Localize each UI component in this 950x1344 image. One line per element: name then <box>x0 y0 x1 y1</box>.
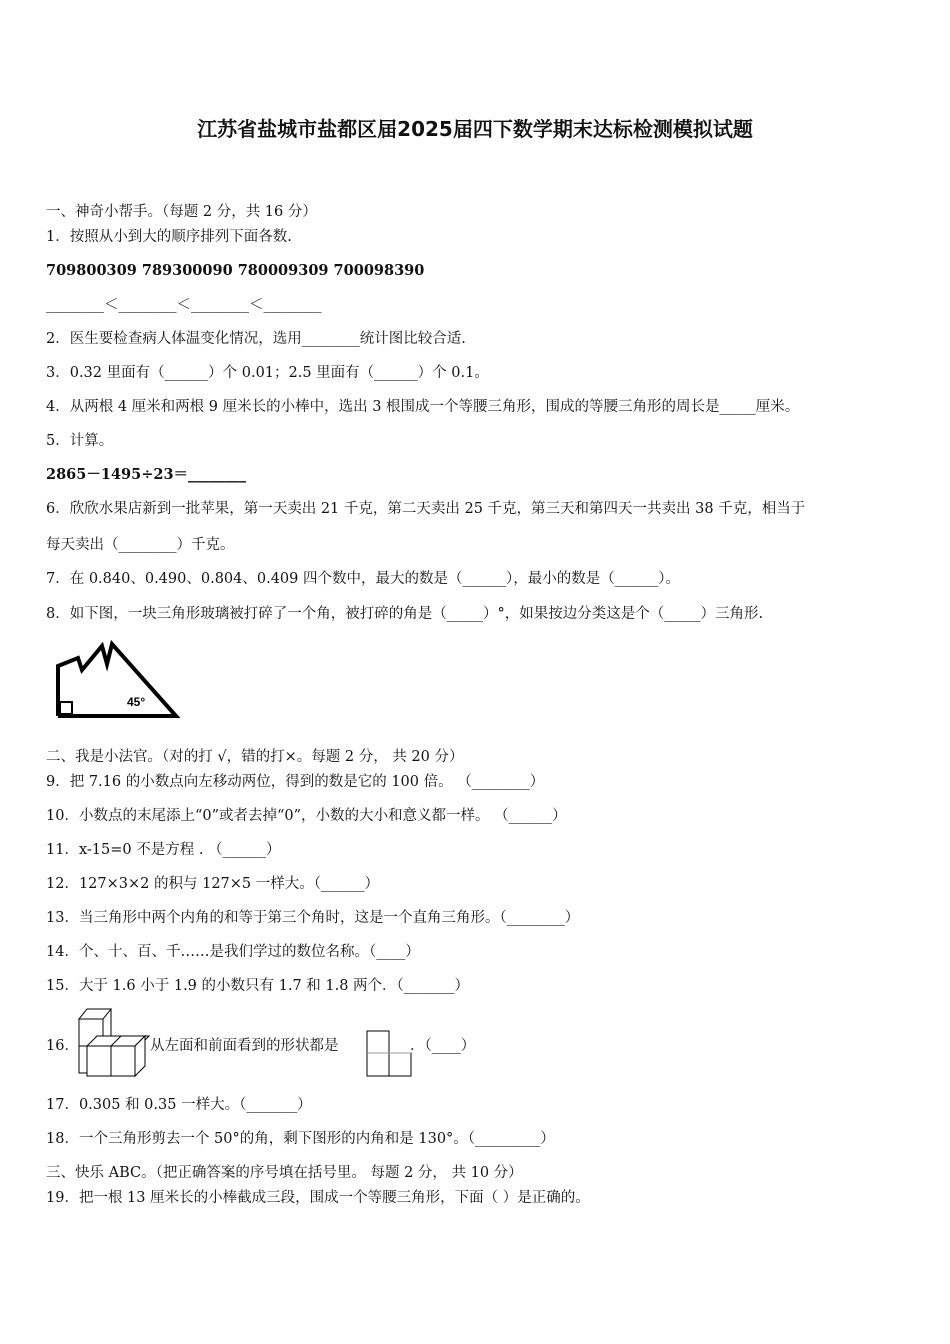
question-18: 18．一个三角形剪去一个 50°的角，剩下图形的内角和是 130°。（_________） <box>46 1131 555 1147</box>
section-1-heading: 一、神奇小帮手。（每题 2 分，共 16 分） <box>46 204 317 220</box>
question-5: 5．计算。 <box>46 433 114 449</box>
cube-stack-figure <box>76 1006 152 1080</box>
question-3: 3．0.32 里面有（______）个 0.01；2.5 里面有（______）个 0.1。 <box>46 365 489 381</box>
question-16-text: 从左面和前面看到的形状都是 <box>150 1038 339 1054</box>
question-12: 12．127×3×2 的积与 127×5 一样大。（______） <box>46 876 380 892</box>
question-1: 1．按照从小到大的顺序排列下面各数. <box>46 229 292 245</box>
question-6: 6．欣欣水果店新到一批苹果，第一天卖出 21 千克，第二天卖出 25 千克，第三天和第四天一共卖出 38 千克，相当于 <box>46 501 806 517</box>
question-5-expression: 2865－1495÷23＝________ <box>46 466 247 483</box>
question-10: 10．小数点的末尾添上“0”或者去掉“0”，小数的大小和意义都一样。 （______） <box>46 808 567 824</box>
broken-triangle-figure <box>52 636 182 722</box>
question-17: 17．0.305 和 0.35 一样大。（_______） <box>46 1097 312 1113</box>
question-19: 19．把一根 13 厘米长的小棒截成三段，围成一个等腰三角形，下面（ ）是正确的。 <box>46 1190 590 1206</box>
question-6-continued: 每天卖出（________）千克。 <box>46 537 235 553</box>
question-14: 14．个、十、百、千……是我们学过的数位名称。（____） <box>46 944 420 960</box>
question-8: 8．如下图，一块三角形玻璃被打碎了一个角，被打碎的角是（_____）°，如果按边分类这是个（_____）三角形. <box>46 606 764 622</box>
section-3-heading: 三、快乐 ABC。（把正确答案的序号填在括号里。 每题 2 分， 共 10 分） <box>46 1165 523 1181</box>
view-shape-figure <box>366 1030 414 1078</box>
question-11: 11．x-15=0 不是方程 . （______） <box>46 842 281 858</box>
question-4: 4．从两根 4 厘米和两根 9 厘米长的小棒中，选出 3 根围成一个等腰三角形，围成的等腰三角形的周长是_____厘米。 <box>46 399 800 415</box>
page-title: 江苏省盐城市盐都区届2025届四下数学期末达标检测模拟试题 <box>197 117 753 141</box>
question-7: 7．在 0.840、0.490、0.804、0.409 四个数中，最大的数是（______），最小的数是（______）。 <box>46 571 680 587</box>
angle-label: 45° <box>127 695 146 709</box>
question-15: 15．大于 1.6 小于 1.9 的小数只有 1.7 和 1.8 两个．（_______） <box>46 978 470 994</box>
section-2-heading: 二、我是小法官。（对的打 √，错的打×。每题 2 分， 共 20 分） <box>46 749 464 765</box>
question-1-blanks: ________＜________＜________＜________ <box>46 297 322 313</box>
question-9: 9．把 7.16 的小数点向左移动两位，得到的数是它的 100 倍。 （________） <box>46 774 545 790</box>
question-16-number: 16． <box>46 1038 79 1054</box>
question-16-answer: ．（____） <box>410 1038 476 1054</box>
question-13: 13．当三角形中两个内角的和等于第三个角时，这是一个直角三角形。（________） <box>46 910 580 926</box>
question-2: 2．医生要检查病人体温变化情况，选用________统计图比较合适. <box>46 331 466 347</box>
question-1-numbers: 709800309 789300090 780009309 700098390 <box>46 262 425 279</box>
